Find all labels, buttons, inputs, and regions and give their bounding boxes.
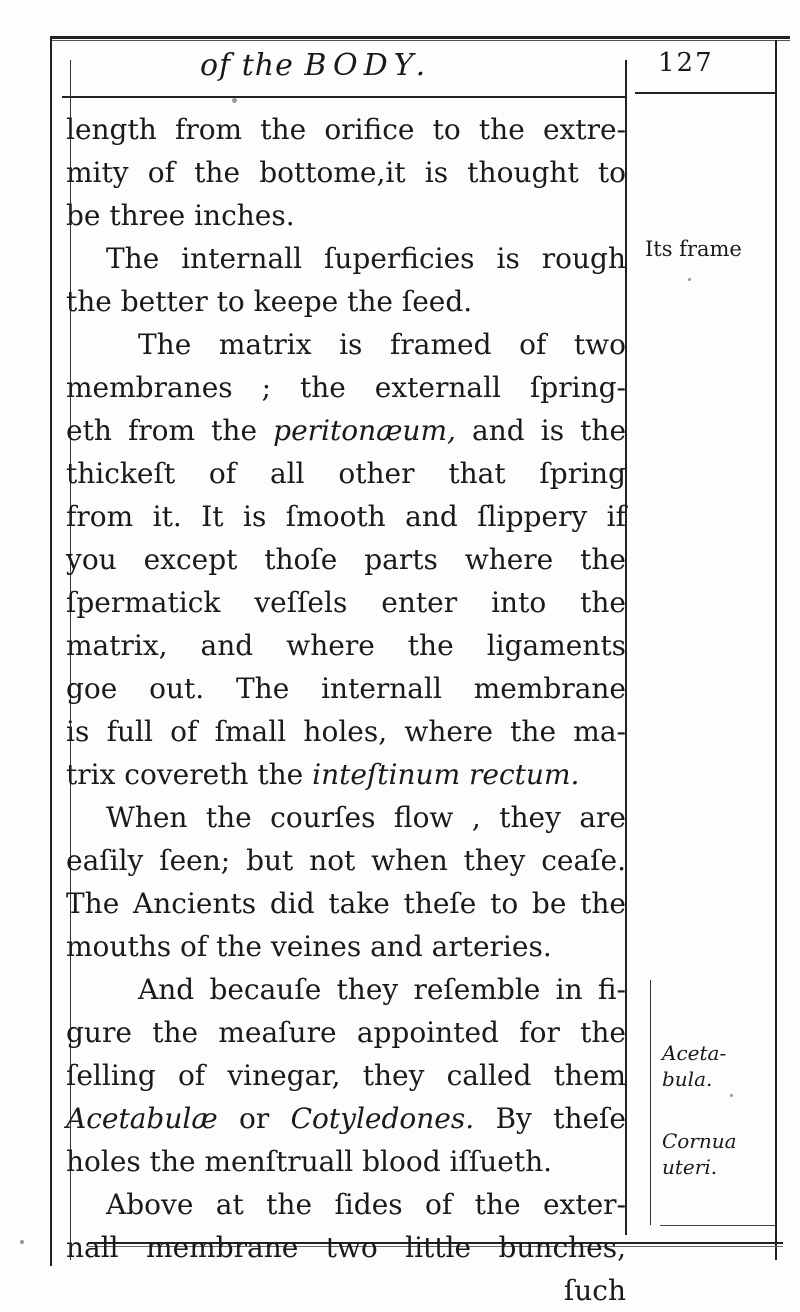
latin-term: peritonæum, bbox=[273, 414, 456, 447]
ink-speck bbox=[20, 1240, 24, 1244]
text-line: Above at the ſides of the exter- bbox=[106, 1188, 626, 1221]
margin-note-text: uteri. bbox=[662, 1155, 718, 1179]
right-outer-rule bbox=[775, 40, 777, 1260]
text-line: length from the orifice to the extre- bbox=[66, 113, 626, 146]
text-line: ſpermatick veſſels enter into the bbox=[66, 586, 626, 619]
text-line: thickeſt of all other that ſpring bbox=[66, 457, 626, 490]
text-line: And becauſe they reſemble in fi- bbox=[138, 973, 626, 1006]
text-line: the better to keepe the ſeed. bbox=[66, 285, 473, 318]
header-rule-margin bbox=[635, 92, 775, 94]
text-segment: By theſe bbox=[495, 1102, 626, 1135]
margin-bottom-rule bbox=[660, 1225, 775, 1226]
text-segment: eth from the bbox=[66, 414, 258, 447]
text-line bbox=[66, 753, 626, 796]
page-number: 127 bbox=[658, 48, 714, 78]
running-head-prefix: of the bbox=[200, 48, 294, 83]
text-line: The Ancients did take theſe to be the bbox=[66, 887, 626, 920]
text-line: mouths of the veines and arteries. bbox=[66, 930, 552, 963]
top-rule-thin bbox=[50, 40, 790, 41]
text-line: goe out. The internall membrane bbox=[66, 672, 626, 705]
text-line: is full of ſmall holes, where the ma- bbox=[66, 715, 626, 748]
text-line: holes the menſtruall blood iſſueth. bbox=[66, 1145, 553, 1178]
header-rule bbox=[62, 96, 627, 98]
text-line: mity of the bottome,it is thought to bbox=[66, 156, 626, 189]
text-line: nall membrane two little bunches, bbox=[66, 1231, 626, 1264]
margin-inner-rule bbox=[650, 980, 651, 1225]
text-line: eaſily ſeen; but not when they ceaſe. bbox=[66, 844, 626, 877]
text-line: gure the meaſure appointed for the bbox=[66, 1016, 626, 1049]
margin-note-text: Its frame bbox=[645, 237, 742, 261]
text-line: When the courſes flow , they are bbox=[106, 801, 626, 834]
text-line: you except thoſe parts where the bbox=[66, 543, 626, 576]
text-line bbox=[66, 409, 626, 452]
text-segment: and is the bbox=[472, 414, 627, 447]
latin-term: inteſtinum rectum. bbox=[312, 758, 580, 791]
margin-note-text: Aceta- bbox=[662, 1041, 727, 1065]
text-line bbox=[66, 1097, 626, 1140]
margin-note-acetabula bbox=[662, 1040, 726, 1092]
latin-term: Cotyledones. bbox=[290, 1102, 475, 1135]
catchword: ſuch bbox=[563, 1274, 626, 1307]
ink-speck bbox=[232, 98, 237, 103]
text-segment: or bbox=[239, 1102, 270, 1135]
text-line: membranes ; the externall ſpring- bbox=[66, 371, 626, 404]
left-outer-rule bbox=[50, 36, 52, 1266]
ink-speck bbox=[730, 1094, 733, 1097]
text-line: be three inches. bbox=[66, 199, 295, 232]
page-header bbox=[70, 42, 625, 92]
latin-term: Acetabulæ bbox=[66, 1102, 218, 1135]
body-text bbox=[66, 108, 626, 1312]
top-rule bbox=[50, 36, 790, 39]
running-head bbox=[200, 48, 431, 83]
text-line: matrix, and where the ligaments bbox=[66, 629, 626, 662]
text-line: The internall ſuperficies is rough bbox=[106, 242, 626, 275]
margin-note-text: Cornua bbox=[662, 1129, 737, 1153]
text-line: from it. It is ſmooth and ſlippery if bbox=[66, 500, 626, 533]
text-segment: trix covereth the bbox=[66, 758, 304, 791]
running-head-caps: BODY. bbox=[304, 48, 432, 83]
ink-speck bbox=[688, 278, 691, 281]
margin-note-frame bbox=[645, 236, 742, 262]
text-line: The matrix is framed of two bbox=[138, 328, 626, 361]
text-line: ſelling of vinegar, they called them bbox=[66, 1059, 626, 1092]
margin-note-text: bula. bbox=[662, 1067, 713, 1091]
margin-note-cornua-uteri bbox=[662, 1128, 737, 1180]
